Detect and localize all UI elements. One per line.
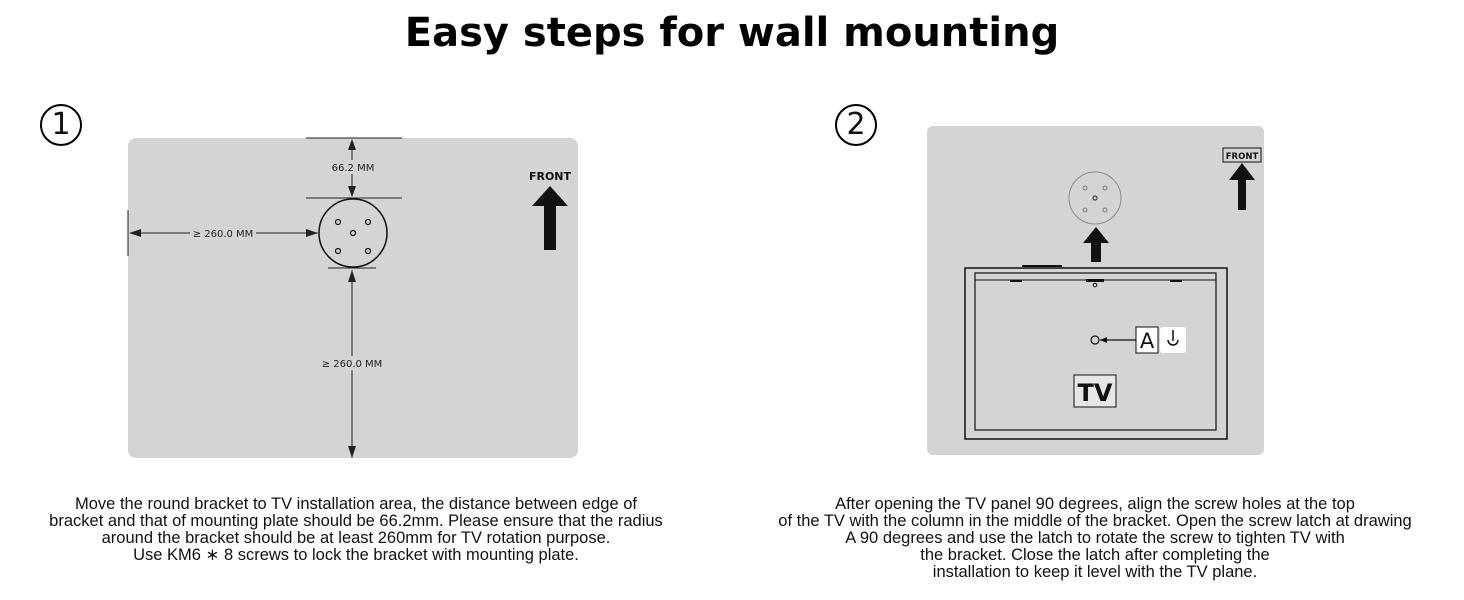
dim-bottom-label: ≥ 260.0 MM	[321, 359, 383, 370]
caption-line: Move the round bracket to TV installation area, the distance between edge of	[75, 495, 637, 513]
caption-line: installation to keep it level with the TV plane.	[932, 563, 1258, 581]
latch-label: A	[1139, 329, 1155, 353]
step-1-caption	[0, 496, 712, 564]
caption-line: bracket and that of mounting plate should be 66.2mm. Please ensure that the radius	[49, 512, 663, 530]
step-2-caption	[732, 496, 1458, 581]
caption-line: Use KM6 ∗ 8 screws to lock the bracket with mounting plate.	[133, 546, 579, 564]
caption-line: After opening the TV panel 90 degrees, align the screw holes at the top	[835, 495, 1355, 513]
dim-left-label: ≥ 260.0 MM	[192, 229, 254, 240]
step-1-number: 1	[40, 104, 82, 146]
dim-top-label: 66.2 MM	[331, 163, 375, 174]
step-2-diagram	[732, 0, 1464, 480]
tv-label: TV	[1077, 379, 1113, 407]
caption-line: of the TV with the column in the middle of the bracket. Open the screw latch at drawing	[778, 512, 1412, 530]
step-1-diagram	[0, 0, 732, 480]
front-label: FRONT	[528, 170, 572, 183]
caption-line: A 90 degrees and use the latch to rotate the screw to tighten TV with	[845, 529, 1345, 547]
page-title: Easy steps for wall mounting	[404, 10, 1060, 56]
step-2-number: 2	[835, 104, 877, 146]
caption-line: the bracket. Close the latch after completing the	[920, 546, 1270, 564]
caption-line: around the bracket should be at least 260mm for TV rotation purpose.	[101, 529, 611, 547]
bracket-circle-icon	[319, 199, 387, 267]
front-label: FRONT	[1225, 152, 1259, 162]
